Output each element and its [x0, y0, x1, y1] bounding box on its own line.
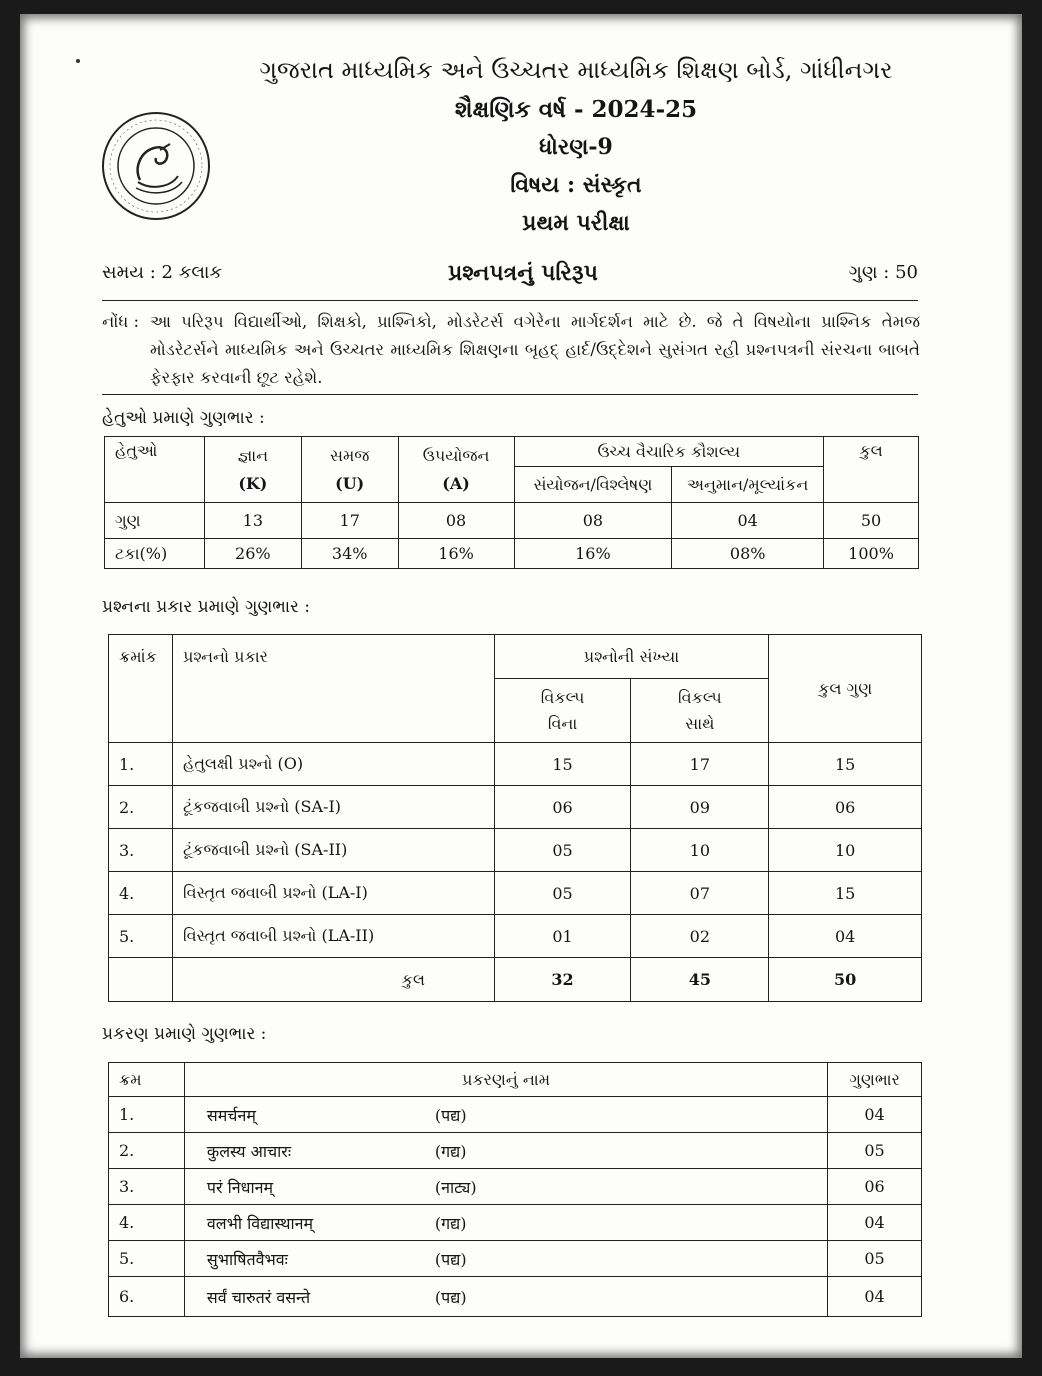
table-row	[109, 743, 922, 786]
cell: 16%	[398, 539, 514, 569]
row-with: 10	[631, 829, 769, 872]
header-understanding	[301, 437, 398, 503]
header-total: કુલ	[824, 437, 919, 503]
chapter-name: सुभाषितवैभवः	[206, 1249, 288, 1269]
row-no: 5.	[109, 1241, 185, 1277]
chapters-table	[108, 1062, 922, 1317]
table-row	[109, 872, 922, 915]
chapter-name: सर्वं चारुतरं वसन्ते	[206, 1287, 311, 1307]
cell: 16%	[514, 539, 672, 569]
row-with: 17	[631, 743, 769, 786]
row-marks: 10	[769, 829, 922, 872]
row-chapter	[184, 1133, 827, 1169]
row-marks: 15	[769, 872, 922, 915]
chapter-kind: (गद्य)	[434, 1213, 467, 1233]
row-no: 1.	[109, 1097, 185, 1133]
chapter-name: वलभी विद्यास्थानम्	[206, 1213, 314, 1233]
subject: વિષય : સંસ્કૃત	[510, 172, 642, 198]
row-label: ગુણ	[105, 503, 205, 539]
header-objective: હેતુઓ	[105, 437, 205, 503]
row-marks: 04	[828, 1097, 922, 1133]
row-no: 3.	[109, 1169, 185, 1205]
understanding-code: (U)	[335, 474, 365, 493]
section-title-chapters: પ્રકરણ પ્રમાણે ગુણભાર :	[102, 1024, 267, 1044]
table-row	[109, 786, 922, 829]
cell: 17	[301, 503, 398, 539]
row-without: 05	[494, 829, 631, 872]
header-knowledge	[204, 437, 301, 503]
row-chapter	[184, 1241, 827, 1277]
chapter-kind: (पद्य)	[434, 1287, 467, 1307]
standard: ધોરણ-9	[539, 134, 613, 160]
table-row	[105, 539, 919, 569]
meta-row	[102, 260, 918, 290]
document-page	[20, 14, 1022, 1358]
divider	[102, 300, 918, 301]
paper-title: પ્રશ્નપત્રનું પરિરૂપ	[448, 260, 598, 286]
with-option-line2: સાથે	[685, 713, 715, 733]
row-marks: 04	[828, 1205, 922, 1241]
row-without: 15	[494, 743, 631, 786]
academic-year: શૈક્ષણિક વર્ષ - 2024-25	[454, 96, 698, 123]
table-row	[109, 1277, 922, 1317]
knowledge-code: (K)	[238, 474, 268, 493]
without-option-line1: વિકલ્પ	[540, 687, 585, 707]
header-hots: ઉચ્ચ વૈચારિક કૌશલ્ય	[514, 437, 824, 467]
note-text: આ પરિરૂપ વિદ્યાર્થીઓ, શિક્ષકો, પ્રાશ્નિકો, મોડરેટર્સ વગેરેના માર્ગદર્શન માટે છે. જે તે વિષયોના પ્રાશ્નિક તેમજ મોડરેટર્સને માધ્યમિક અને ઉચ્ચતર માધ્યમિક શિક્ષણના બૃહદ્ હાર્દ/ઉદ્દેશને સુસંગત રહી પ્રશ્નપત્રની સંરચના બાબતે ફેરફાર કરવાની છૂટ રહેશે.	[150, 312, 920, 387]
table-row	[109, 1133, 922, 1169]
objectives-table	[104, 436, 919, 569]
empty-cell	[109, 958, 173, 1002]
row-with: 09	[631, 786, 769, 829]
row-with: 02	[631, 915, 769, 958]
row-marks: 15	[769, 743, 922, 786]
application-label: ઉપયોજન	[422, 446, 490, 465]
cell: 50	[824, 503, 919, 539]
table-row	[109, 915, 922, 958]
without-option-line2: વિના	[547, 713, 578, 733]
cell: 08%	[672, 539, 824, 569]
application-code: (A)	[442, 474, 470, 493]
header-application	[398, 437, 514, 503]
table-row	[109, 1169, 922, 1205]
cell: 34%	[301, 539, 398, 569]
row-without: 06	[494, 786, 631, 829]
header-chapter-name: પ્રકરણનું નામ	[184, 1063, 827, 1097]
cell: 100%	[824, 539, 919, 569]
row-no: 4.	[109, 872, 173, 915]
header-without-option	[494, 679, 631, 743]
table-total-row	[109, 958, 922, 1002]
speck	[76, 59, 80, 63]
row-marks: 05	[828, 1133, 922, 1169]
row-with: 07	[631, 872, 769, 915]
header-weight: ગુણભાર	[828, 1063, 922, 1097]
chapter-name: कुलस्य आचारः	[206, 1141, 292, 1161]
row-type: ટૂંકજવાબી પ્રશ્નો (SA-I)	[172, 786, 494, 829]
header-evaluation: અનુમાન/મૂલ્યાંકન	[672, 467, 824, 503]
row-no: 2.	[109, 1133, 185, 1169]
row-without: 05	[494, 872, 631, 915]
row-label: ટકા(%)	[105, 539, 205, 569]
exam-name: પ્રથમ પરીક્ષા	[522, 210, 630, 236]
cell: 13	[204, 503, 301, 539]
row-marks: 05	[828, 1241, 922, 1277]
row-type: વિસ્તૃત જવાબી પ્રશ્નો (LA-I)	[172, 872, 494, 915]
cell: 26%	[204, 539, 301, 569]
row-chapter	[184, 1205, 827, 1241]
header-serial: ક્રમ	[109, 1063, 185, 1097]
divider	[102, 394, 918, 395]
row-type: હેતુલક્ષી પ્રશ્નો (O)	[172, 743, 494, 786]
table-row	[105, 503, 919, 539]
knowledge-label: જ્ઞાન	[237, 446, 269, 465]
table-row	[109, 1097, 922, 1133]
row-no: 2.	[109, 786, 173, 829]
chapter-name: परं निधानम्	[206, 1177, 274, 1197]
table-row	[109, 1205, 922, 1241]
total-label: કુલ	[172, 958, 494, 1002]
row-no: 3.	[109, 829, 173, 872]
section-title-question-types: પ્રશ્નના પ્રકાર પ્રમાણે ગુણભાર :	[102, 597, 310, 617]
row-chapter	[184, 1277, 827, 1317]
chapter-kind: (नाट्य)	[434, 1177, 477, 1197]
total-with: 45	[631, 958, 769, 1002]
chapter-kind: (गद्य)	[434, 1141, 467, 1161]
row-marks: 04	[769, 915, 922, 958]
row-chapter	[184, 1169, 827, 1205]
row-type: ટૂંકજવાબી પ્રશ્નો (SA-II)	[172, 829, 494, 872]
row-chapter	[184, 1097, 827, 1133]
row-no: 6.	[109, 1277, 185, 1317]
row-no: 5.	[109, 915, 173, 958]
table-row	[109, 829, 922, 872]
total-without: 32	[494, 958, 631, 1002]
header-synthesis: સંયોજન/વિશ્લેષણ	[514, 467, 672, 503]
header-with-option	[631, 679, 769, 743]
board-logo-emblem	[100, 110, 212, 222]
cell: 08	[398, 503, 514, 539]
total-marks: ગુણ : 50	[848, 262, 918, 283]
row-no: 1.	[109, 743, 173, 786]
board-name: ગુજરાત માધ્યમિક અને ઉચ્ચતર માધ્યમિક શિક્ષણ બોર્ડ, ગાંધીનગર	[259, 56, 893, 84]
header-serial: ક્રમાંક	[109, 635, 173, 743]
with-option-line1: વિકલ્પ	[678, 687, 722, 707]
understanding-label: સમજ	[329, 446, 370, 465]
cell: 04	[672, 503, 824, 539]
chapter-kind: (पद्य)	[434, 1249, 467, 1269]
header-total-marks: કુલ ગુણ	[769, 635, 922, 743]
chapter-kind: (पद्य)	[434, 1105, 467, 1125]
time-duration: સમય : 2 કલાક	[102, 262, 223, 283]
row-without: 01	[494, 915, 631, 958]
row-no: 4.	[109, 1205, 185, 1241]
section-title-objectives: હેતુઓ પ્રમાણે ગુણભાર :	[102, 408, 265, 428]
row-marks: 06	[828, 1169, 922, 1205]
chapter-name: समर्चनम्	[206, 1105, 256, 1125]
header-type: પ્રશ્નનો પ્રકાર	[172, 635, 494, 743]
row-type: વિસ્તૃત જવાબી પ્રશ્નો (LA-II)	[172, 915, 494, 958]
table-row	[109, 1241, 922, 1277]
row-marks: 06	[769, 786, 922, 829]
total-marks-value: 50	[769, 958, 922, 1002]
row-marks: 04	[828, 1277, 922, 1317]
header-count: પ્રશ્નોની સંખ્યા	[494, 635, 769, 679]
question-types-table	[108, 634, 922, 1002]
cell: 08	[514, 503, 672, 539]
note-label: નોંધ :	[102, 312, 140, 331]
